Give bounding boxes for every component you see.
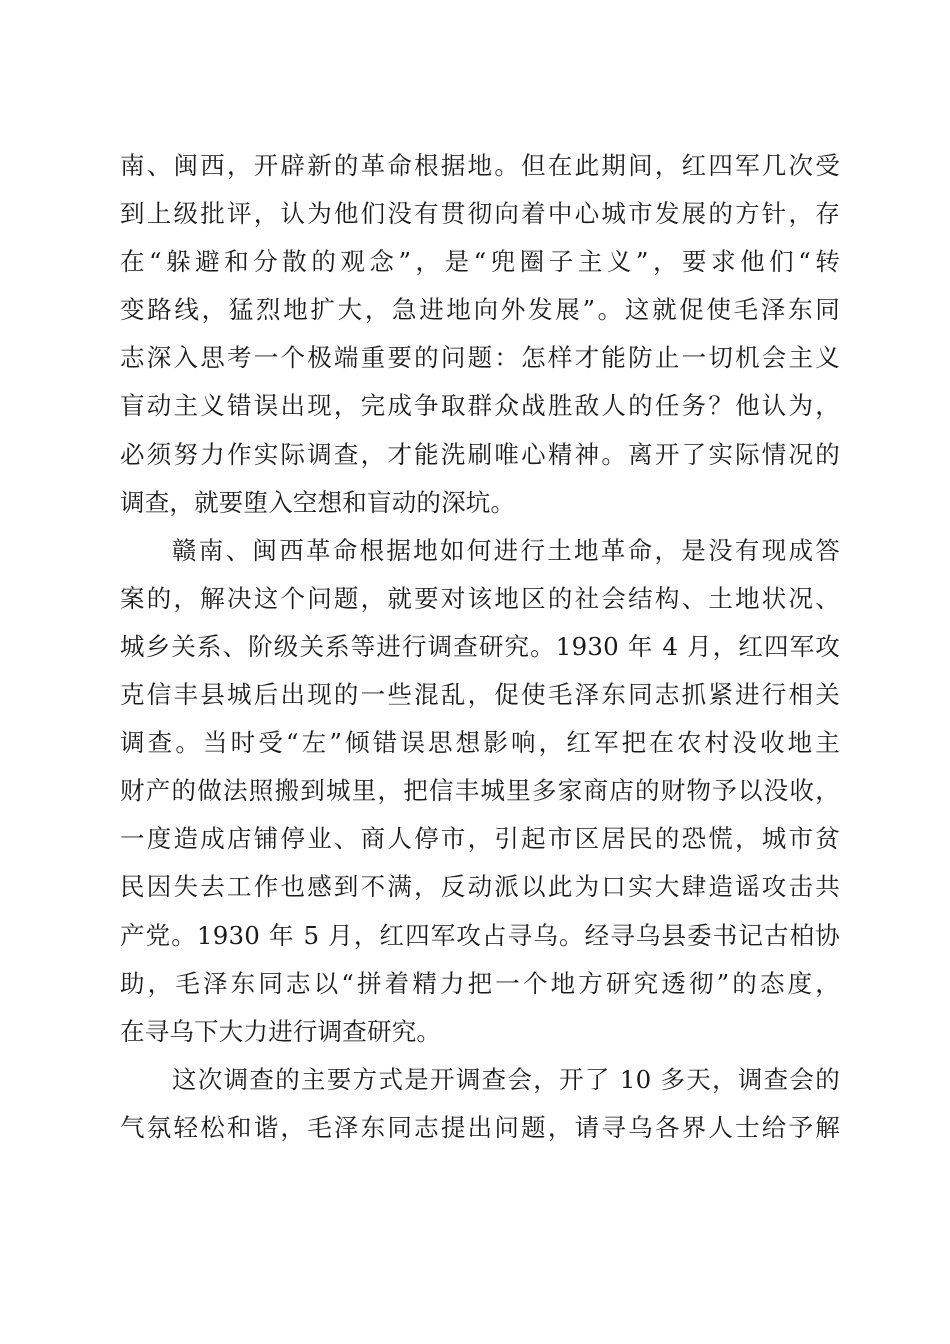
text-line: 这次调查的主要方式是开调查会，开了 10 多天，调查会的: [172, 1064, 840, 1094]
text-line: 在“躲避和分散的观念”，是“兜圈子主义”，要求他们“转: [120, 247, 840, 277]
text-line: 变路线，猛烈地扩大，急进地向外发展”。这就促使毛泽东同: [120, 295, 840, 325]
text-line: 调查，就要堕入空想和盲动的深坑。: [120, 487, 516, 517]
text-line: 调查。当时受“左”倾错误思想影响，红军把在农村没收地主: [120, 728, 840, 758]
text-line: 城乡关系、阶级关系等进行调查研究。1930 年 4 月，红四军攻: [120, 631, 840, 661]
body-text: [120, 142, 840, 1152]
text-line: 助，毛泽东同志以“拼着精力把一个地方研究透彻”的态度，: [120, 968, 840, 998]
text-line: 盲动主义错误出现，完成争取群众战胜敌人的任务？他认为，: [120, 391, 840, 421]
text-line: 案的，解决这个问题，就要对该地区的社会结构、土地状况、: [120, 583, 840, 613]
text-line: 克信丰县城后出现的一些混乱，促使毛泽东同志抓紧进行相关: [120, 680, 840, 710]
text-line: 民因失去工作也感到不满，反动派以此为口实大肆造谣攻击共: [120, 872, 840, 902]
text-line: 必须努力作实际调查，才能洗刷唯心精神。离开了实际情况的: [120, 439, 840, 469]
text-line: 到上级批评，认为他们没有贯彻向着中心城市发展的方针，存: [120, 199, 840, 229]
text-line: 产党。1930 年 5 月，红四军攻占寻乌。经寻乌县委书记古柏协: [120, 920, 840, 950]
paragraph-2: [120, 527, 840, 1056]
text-line: 财产的做法照搬到城里，把信丰城里多家商店的财物予以没收，: [120, 776, 840, 806]
text-line: 气氛轻松和谐，毛泽东同志提出问题，请寻乌各界人士给予解: [120, 1112, 840, 1142]
text-line: 南、闽西，开辟新的革命根据地。但在此期间，红四军几次受: [120, 151, 840, 180]
text-line: 志深入思考一个极端重要的问题：怎样才能防止一切机会主义: [120, 343, 840, 373]
paragraph-3: [120, 1056, 840, 1152]
text-line: 一度造成店铺停业、商人停市，引起市区居民的恐慌，城市贫: [120, 824, 840, 854]
text-line: 赣南、闽西革命根据地如何进行土地革命，是没有现成答: [172, 535, 840, 565]
text-line: 在寻乌下大力进行调查研究。: [120, 1016, 442, 1046]
paragraph-1: [120, 142, 840, 527]
